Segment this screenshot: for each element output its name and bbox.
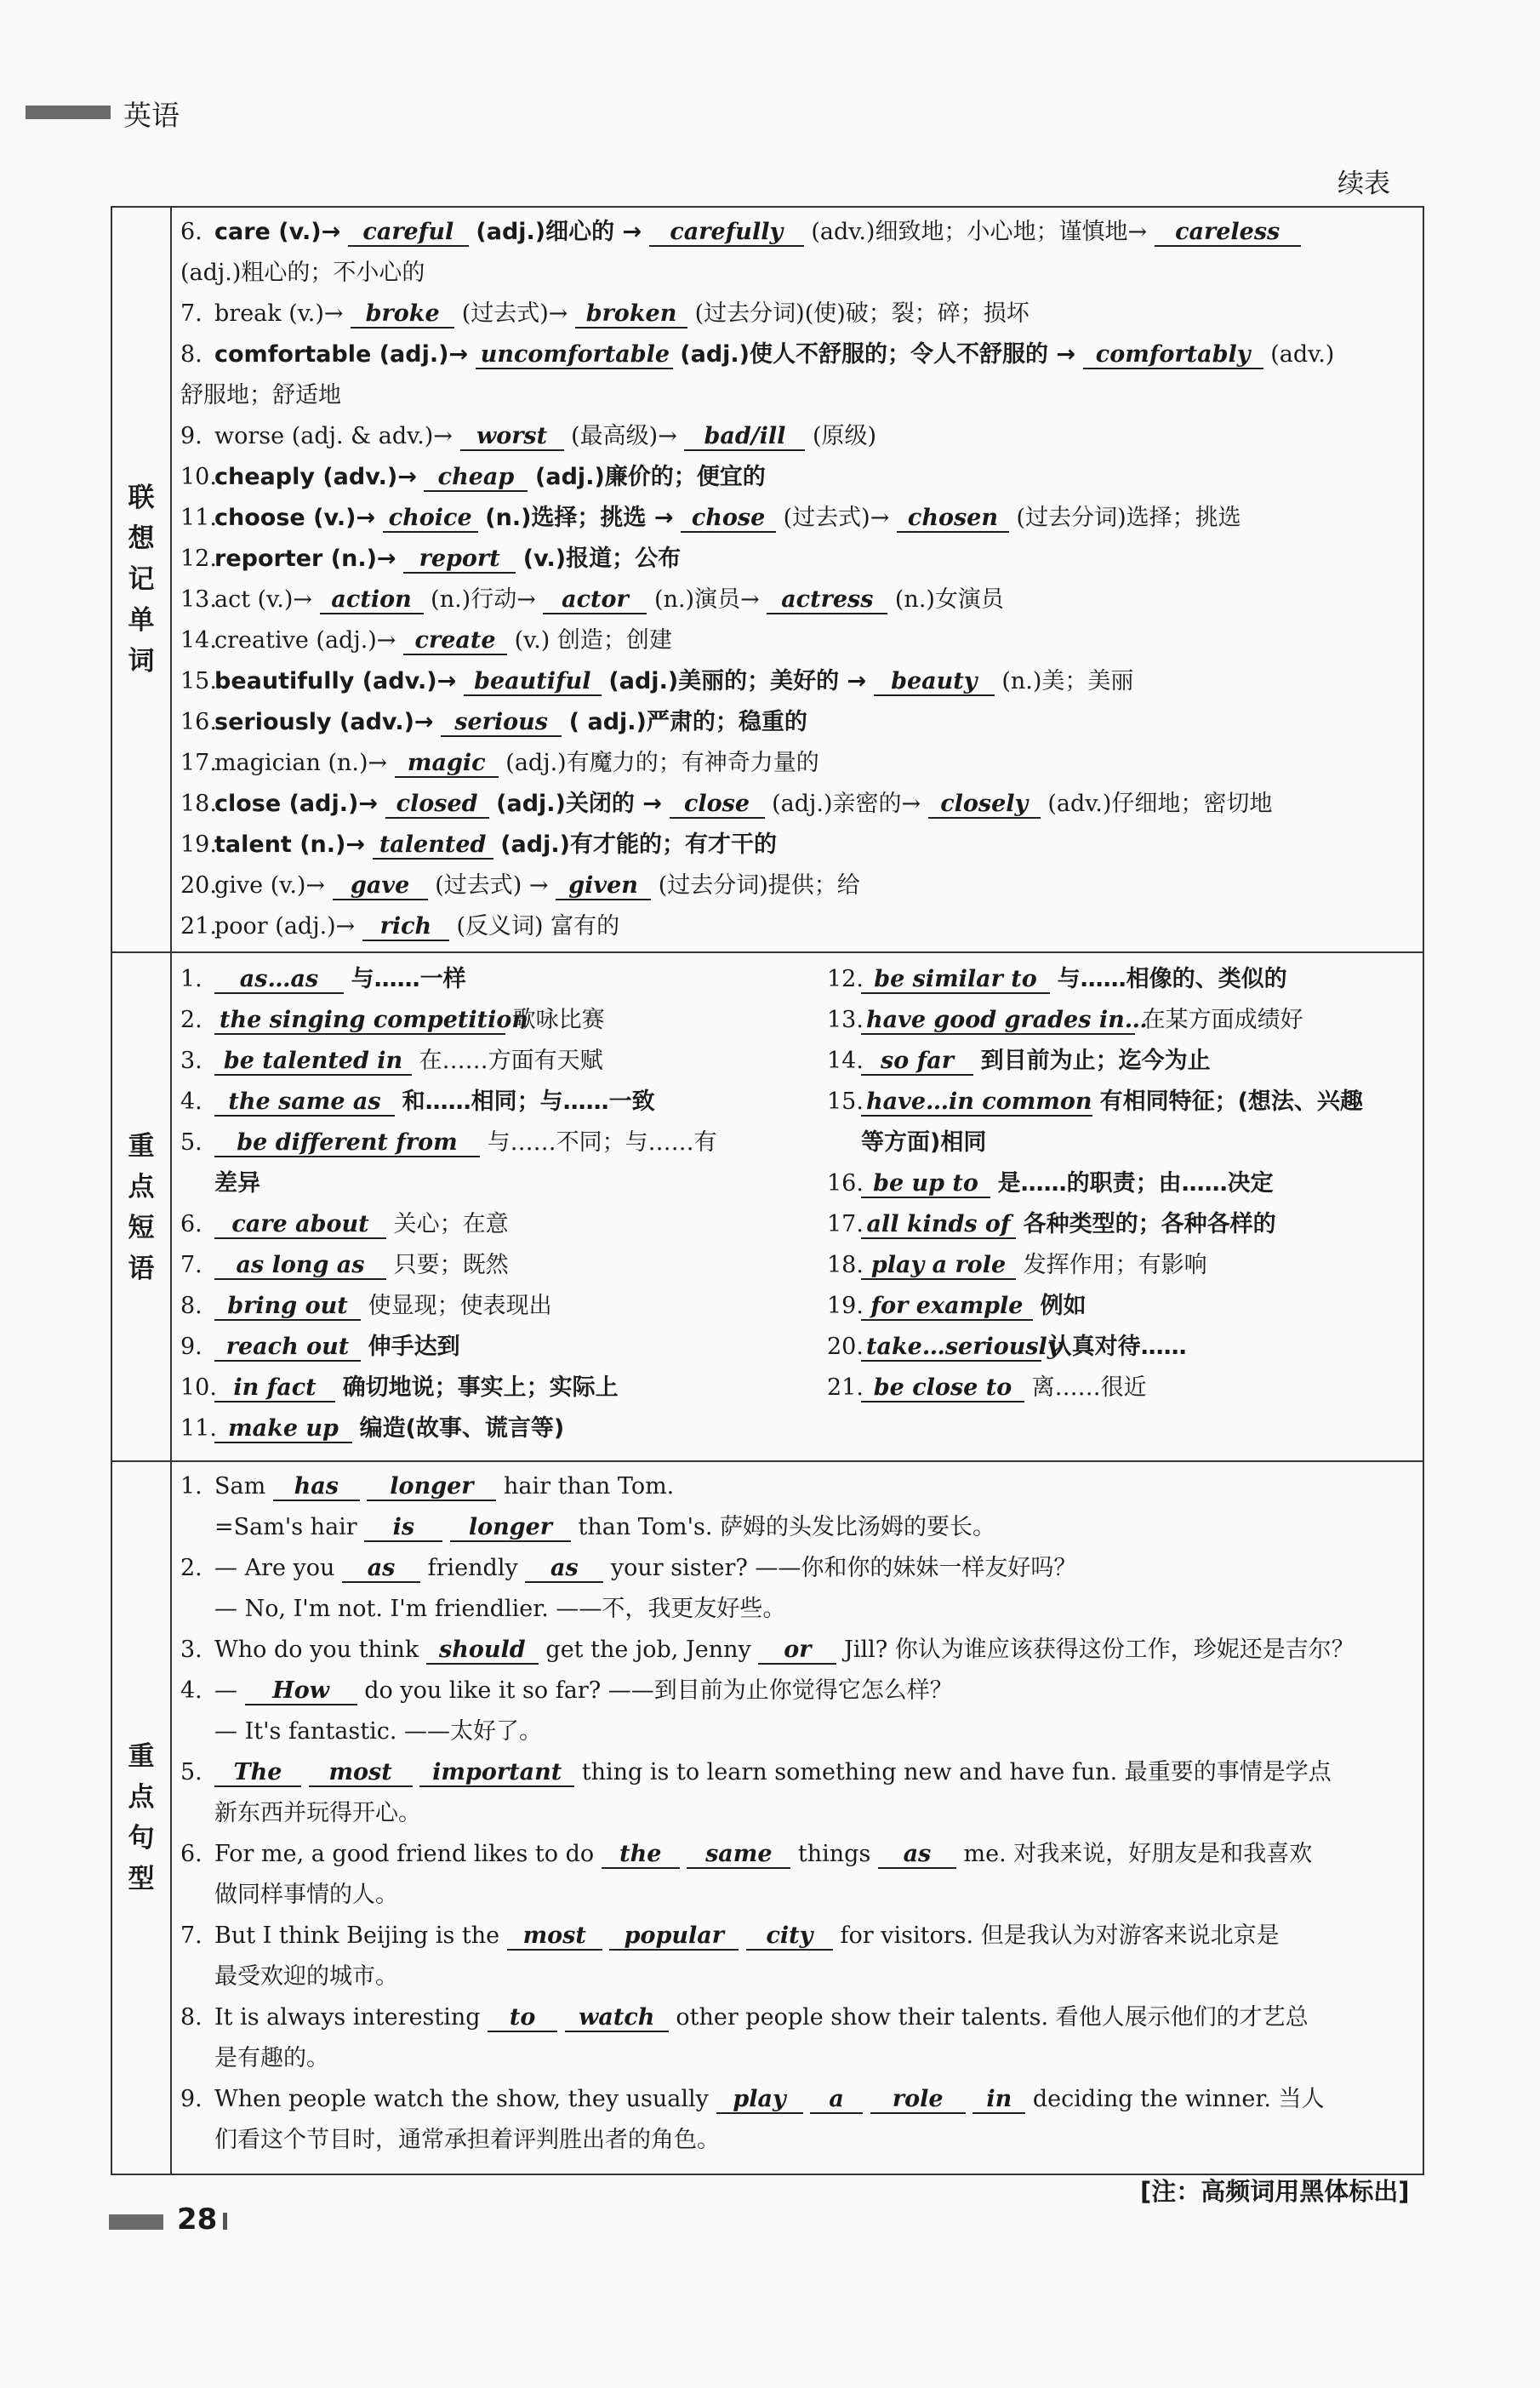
word-item-10: 10.cheaply (adv.)→ cheap (adj.)廉价的；便宜的 (180, 464, 766, 490)
sentence-4: 4. — How do you like it so far? ——到目前为止你觉得它怎么样？ (180, 1677, 953, 1704)
header-bar-decoration (26, 106, 111, 119)
word-item-13: 13.act (v.)→ action (n.)行动→ actor (n.)演员→ actress (n.)女演员 (180, 586, 1004, 613)
word-item-11: 11.choose (v.)→ choice (n.)选择；挑选 → chose (过去式)→ chosen (过去分词)选择；挑选 (180, 505, 1241, 531)
word-item-20: 20.give (v.)→ gave (过去式) → given (过去分词)提供；给 (180, 872, 860, 899)
phrase-item: 16. be up to 是……的职责；由……决定 (827, 1170, 1274, 1197)
page-bar-decoration (109, 2214, 163, 2230)
sentence-1b: =Sam's hair is longer than Tom's. 萨姆的头发比汤姆的要长。 (214, 1514, 996, 1540)
word-item-6: 6. care (v.)→ careful (adj.)细心的 → carefully (adv.)细致地；小心地；谨慎地→ careless (180, 218, 1416, 247)
continued-label: 续表 (1338, 169, 1390, 199)
word-item-15: 15.beautifully (adv.)→ beautiful (adj.)美丽的；美好的 → beauty (n.)美；美丽 (180, 668, 1134, 694)
sentence-2b: — No, I'm not. I'm friendlier. ——不，我更友好些。 (214, 1596, 786, 1622)
sentence-2: 2. — Are you as friendly as your sister? ——你和你的妹妹一样友好吗？ (180, 1555, 1077, 1581)
section-sentences (112, 1460, 1423, 2174)
phrase-item: 10. in fact 确切地说；事实上；实际上 (180, 1374, 619, 1401)
phrase-item: 4. the same as 和……相同；与……一致 (180, 1088, 655, 1115)
word-item-18: 18.close (adj.)→ closed (adj.)关闭的 → close (adj.)亲密的→ closely (adv.)仔细地；密切地 (180, 791, 1273, 817)
phrase-item: 6. care about 关心；在意 (180, 1211, 509, 1237)
phrase-item-cont: 差异 (214, 1170, 260, 1197)
phrase-item: 7. as long as 只要；既然 (180, 1252, 509, 1278)
phrase-item: 21. be close to 离……很近 (827, 1374, 1147, 1401)
word-item-21: 21.poor (adj.)→ rich (反义词) 富有的 (180, 913, 620, 940)
sentence-6b: 做同样事情的人。 (214, 1882, 398, 1908)
phrase-item: 15. have…in common 有相同特征；(想法、兴趣 (827, 1088, 1363, 1115)
sentence-7: 7. But I think Beijing is the most popular city for visitors. 但是我认为对游客来说北京是 (180, 1922, 1280, 1949)
section-label-words: 联 想 记 单 词 (112, 208, 172, 951)
phrase-item: 5. be different from 与……不同；与……有 (180, 1129, 717, 1156)
phrase-item: 19. for example 例如 (827, 1293, 1087, 1319)
word-item-8-cont: 舒服地；舒适地 (180, 382, 341, 408)
sentence-9: 9. When people watch the show, they usually play a role in deciding the winner. 当人 (180, 2086, 1325, 2112)
word-item-17: 17.magician (n.)→ magic (adj.)有魔力的；有神奇力量的 (180, 750, 819, 776)
words-body (172, 208, 1423, 951)
page-mark-decoration (223, 2213, 227, 2230)
phrase-item: 13. have good grades in… 在某方面成绩好 (827, 1007, 1303, 1033)
subject-title: 英语 (123, 99, 180, 132)
word-item-6-cont: (adj.)粗心的；不小心的 (180, 260, 425, 286)
sentence-7b: 最受欢迎的城市。 (214, 1963, 398, 1990)
page-number: 28 (177, 2202, 218, 2237)
phrase-item: 18. play a role 发挥作用；有影响 (827, 1252, 1207, 1278)
word-item-14: 14.creative (adj.)→ create (v.) 创造；创建 (180, 627, 672, 654)
section-words (112, 208, 1423, 951)
word-item-12: 12.reporter (n.)→ report (v.)报道；公布 (180, 546, 682, 572)
word-item-16: 16.seriously (adv.)→ serious ( adj.)严肃的；稳重的 (180, 709, 807, 735)
phrase-item: 2. the singing competition 歌咏比赛 (180, 1007, 605, 1033)
sentence-6: 6. For me, a good friend likes to do the same things as me. 对我来说，好朋友是和我喜欢 (180, 1841, 1313, 1867)
phrase-item: 20. take…seriously 认真对待…… (827, 1334, 1187, 1360)
phrase-item: 12. be similar to 与……相像的、类似的 (827, 966, 1287, 992)
sentence-3: 3. Who do you think should get the job, Jenny or Jill? 你认为谁应该获得这份工作，珍妮还是吉尔？ (180, 1637, 1355, 1663)
phrase-item: 9. reach out 伸手达到 (180, 1334, 460, 1360)
phrase-item: 3. be talented in 在……方面有天赋 (180, 1048, 603, 1074)
vocab-table (111, 206, 1424, 2175)
sentences-body (172, 1462, 1423, 2174)
phrase-item: 1. as…as 与……一样 (180, 966, 466, 992)
phrase-item-cont: 等方面)相同 (861, 1129, 987, 1156)
phrase-item: 17. all kinds of 各种类型的；各种各样的 (827, 1211, 1276, 1237)
footnote: [注：高频词用黑体标出] (1140, 2177, 1410, 2206)
sentence-8: 8. It is always interesting to watch other people show their talents. 看他人展示他们的才艺总 (180, 2004, 1309, 2031)
word-item-9: 9. worse (adj. & adv.)→ worst (最高级)→ bad/ill (原级) (180, 423, 877, 449)
sentence-5b: 新东西并玩得开心。 (214, 1800, 421, 1826)
phrase-item: 11. make up 编造(故事、谎言等) (180, 1415, 565, 1442)
sentence-9b: 们看这个节目时，通常承担着评判胜出者的角色。 (214, 2127, 720, 2153)
section-phrases (112, 951, 1423, 1462)
phrases-body (172, 953, 1423, 1462)
sentence-1: 1. Sam has longer hair than Tom. (180, 1473, 675, 1500)
word-item-19: 19.talent (n.)→ talented (adj.)有才能的；有才干的 (180, 831, 777, 858)
word-item-8: 8. comfortable (adj.)→ uncomfortable (adj.)使人不舒服的；令人不舒服的 → comfortably (adv.) (180, 341, 1335, 368)
sentence-8b: 是有趣的。 (214, 2045, 329, 2071)
phrase-item: 8. bring out 使显现；使表现出 (180, 1293, 552, 1319)
section-label-phrases: 重 点 短 语 (112, 953, 172, 1462)
sentence-4b: — It's fantastic. ——太好了。 (214, 1718, 543, 1745)
word-item-7: 7. break (v.)→ broke (过去式)→ broken (过去分词)(使)破；裂；碎；损坏 (180, 300, 1030, 327)
phrase-item: 14. so far 到目前为止；迄今为止 (827, 1048, 1211, 1074)
section-label-sentences: 重 点 句 型 (112, 1462, 172, 2174)
sentence-5: 5. The most important thing is to learn something new and have fun. 最重要的事情是学点 (180, 1759, 1332, 1785)
